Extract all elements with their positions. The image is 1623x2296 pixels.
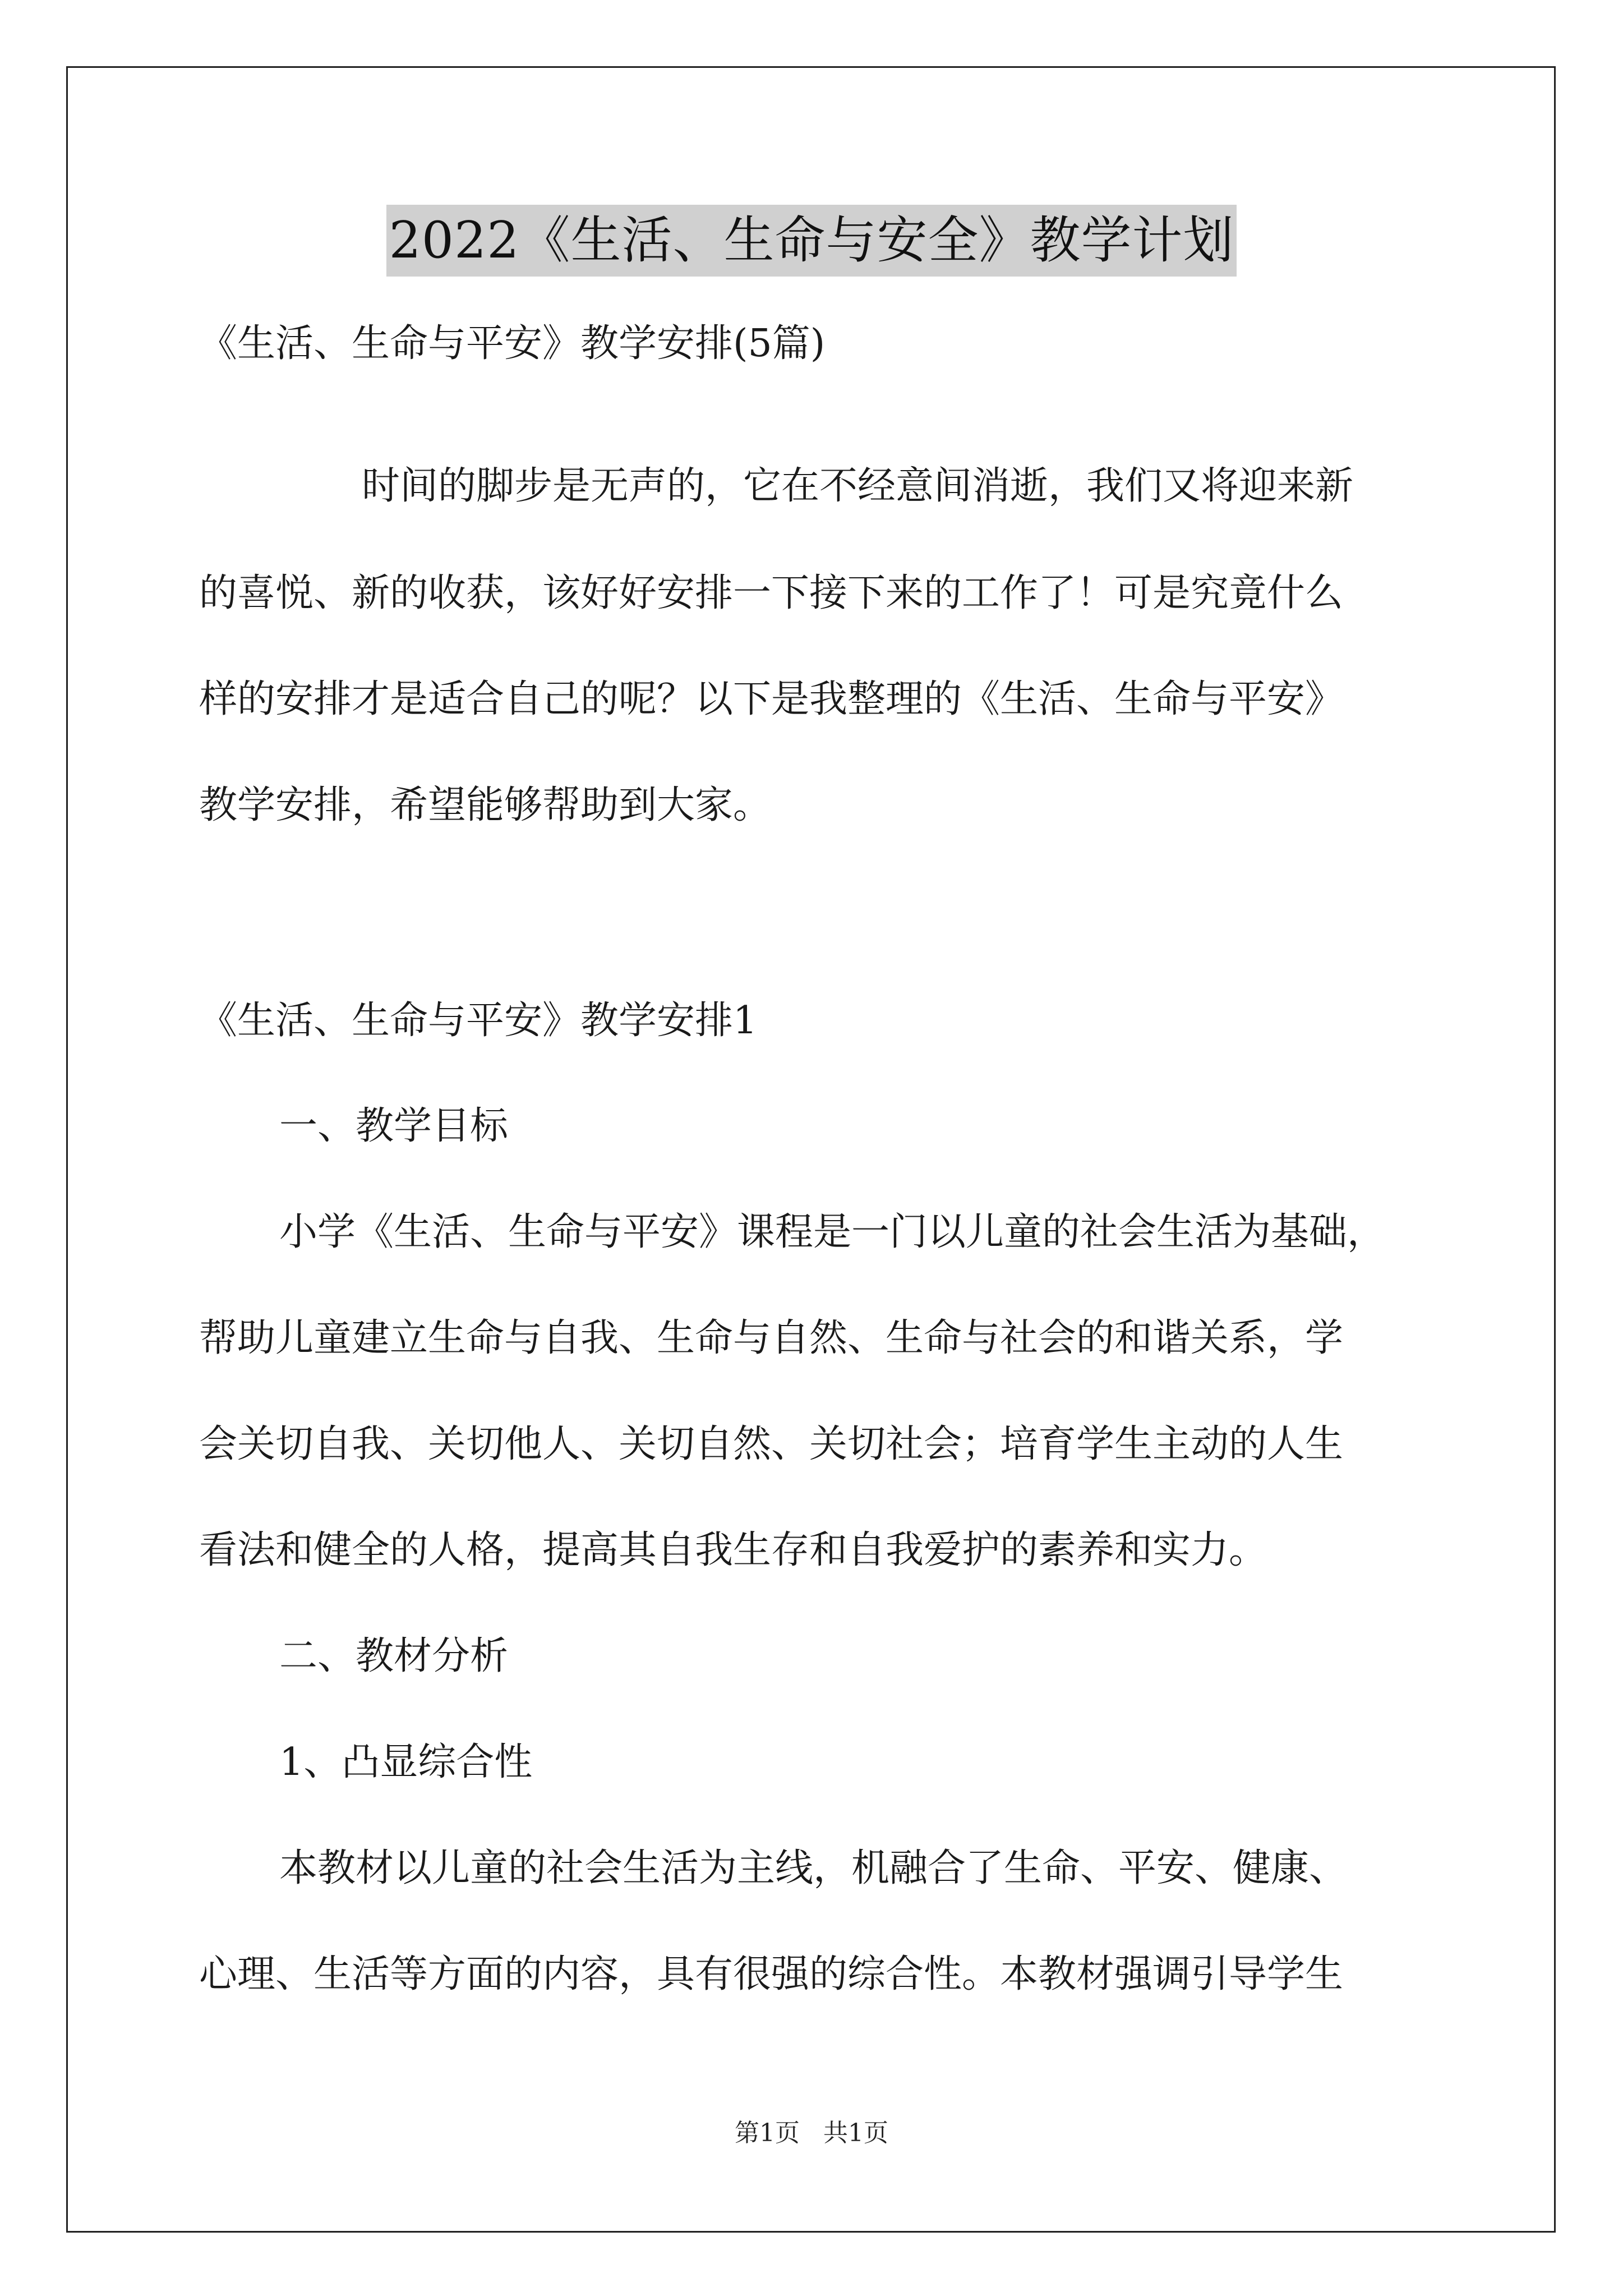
title-container xyxy=(0,205,1623,277)
analysis-heading: 二、教材分析 xyxy=(279,1634,509,1678)
page-footer: 第1页 共1页 xyxy=(735,2119,888,2147)
document-subtitle: 《生活、生命与平安》教学安排(5篇) xyxy=(199,321,826,366)
point1-heading: 1、凸显综合性 xyxy=(279,1740,533,1784)
goal-line-3: 会关切自我、关切他人、关切自然、关切社会；培育学生主动的人生 xyxy=(199,1422,1344,1466)
goal-heading: 一、教学目标 xyxy=(279,1104,509,1148)
intro-line-1: 时间的脚步是无声的，它在不经意间消逝，我们又将迎来新 xyxy=(362,464,1354,508)
intro-line-4: 教学安排，希望能够帮助到大家。 xyxy=(199,783,772,827)
goal-line-1: 小学《生活、生命与平安》课程是一门以儿童的社会生活为基础， xyxy=(279,1210,1386,1254)
intro-line-3: 样的安排才是适合自己的呢？以下是我整理的《生活、生命与平安》 xyxy=(199,677,1344,721)
goal-line-2: 帮助儿童建立生命与自我、生命与自然、生命与社会的和谐关系，学 xyxy=(199,1316,1344,1360)
point1-line-2: 心理、生活等方面的内容，具有很强的综合性。本教材强调引导学生 xyxy=(199,1952,1344,1996)
goal-line-4: 看法和健全的人格，提高其自我生存和自我爱护的素养和实力。 xyxy=(199,1528,1267,1572)
point1-line-1: 本教材以儿童的社会生活为主线，机融合了生命、平安、健康、 xyxy=(279,1846,1348,1890)
intro-line-2: 的喜悦、新的收获，该好好安排一下接下来的工作了！可是究竟什么 xyxy=(199,571,1344,615)
section-heading: 《生活、生命与平安》教学安排1 xyxy=(199,999,758,1043)
document-title: 2022《生活、生命与安全》教学计划 xyxy=(386,205,1236,277)
